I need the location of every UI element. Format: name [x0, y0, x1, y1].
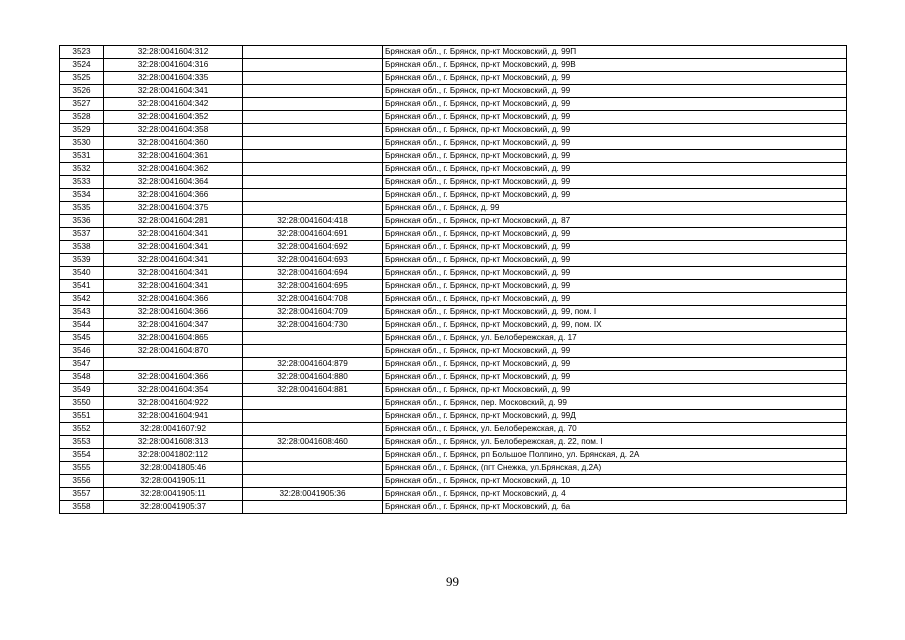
table-row: [60, 254, 847, 267]
address-cell: Брянская обл., г. Брянск, ул. Белобережская, д. 22, пом. I: [383, 436, 847, 449]
cadastral-number-cell: 32:28:0041604:341: [104, 228, 243, 241]
row-number-cell: 3552: [60, 423, 104, 436]
table-row: [60, 449, 847, 462]
related-cadastral-number-cell: 32:28:0041604:708: [243, 293, 383, 306]
related-cadastral-number-cell: [243, 202, 383, 215]
related-cadastral-number-cell: [243, 176, 383, 189]
cadastral-number-cell: 32:28:0041604:312: [104, 46, 243, 59]
address-cell: Брянская обл., г. Брянск, пр-кт Московский, д. 99: [383, 345, 847, 358]
row-number-cell: 3557: [60, 488, 104, 501]
cadastral-number-cell: 32:28:0041905:37: [104, 501, 243, 514]
address-cell: Брянская обл., г. Брянск, пр-кт Московский, д. 6а: [383, 501, 847, 514]
row-number-cell: 3538: [60, 241, 104, 254]
address-cell: Брянская обл., г. Брянск, пр-кт Московский, д. 99: [383, 72, 847, 85]
address-cell: Брянская обл., г. Брянск, пр-кт Московский, д. 99П: [383, 46, 847, 59]
related-cadastral-number-cell: [243, 98, 383, 111]
table-row: [60, 475, 847, 488]
address-cell: Брянская обл., г. Брянск, пр-кт Московский, д. 99: [383, 98, 847, 111]
address-cell: Брянская обл., г. Брянск, пр-кт Московский, д. 99: [383, 358, 847, 371]
table-row: [60, 371, 847, 384]
cadastral-number-cell: 32:28:0041604:366: [104, 306, 243, 319]
row-number-cell: 3543: [60, 306, 104, 319]
related-cadastral-number-cell: [243, 150, 383, 163]
cadastral-number-cell: 32:28:0041604:366: [104, 293, 243, 306]
related-cadastral-number-cell: [243, 501, 383, 514]
row-number-cell: 3554: [60, 449, 104, 462]
table-row: [60, 332, 847, 345]
table-row: [60, 501, 847, 514]
row-number-cell: 3547: [60, 358, 104, 371]
address-cell: Брянская обл., г. Брянск, пр-кт Московский, д. 99: [383, 124, 847, 137]
address-cell: Брянская обл., г. Брянск, пр-кт Московский, д. 99: [383, 137, 847, 150]
address-cell: Брянская обл., г. Брянск, пр-кт Московский, д. 99: [383, 163, 847, 176]
related-cadastral-number-cell: 32:28:0041905:36: [243, 488, 383, 501]
table-row: [60, 345, 847, 358]
related-cadastral-number-cell: [243, 124, 383, 137]
cadastral-number-cell: 32:28:0041905:11: [104, 475, 243, 488]
related-cadastral-number-cell: [243, 46, 383, 59]
table-row: [60, 124, 847, 137]
cadastral-number-cell: 32:28:0041604:281: [104, 215, 243, 228]
cadastral-number-cell: 32:28:0041607:92: [104, 423, 243, 436]
table-row: [60, 384, 847, 397]
related-cadastral-number-cell: [243, 137, 383, 150]
address-cell: Брянская обл., г. Брянск, пр-кт Московский, д. 99: [383, 189, 847, 202]
related-cadastral-number-cell: [243, 163, 383, 176]
address-cell: Брянская обл., г. Брянск, пр-кт Московский, д. 99: [383, 293, 847, 306]
related-cadastral-number-cell: [243, 85, 383, 98]
cadastral-number-cell: 32:28:0041608:313: [104, 436, 243, 449]
cadastral-number-cell: 32:28:0041805:46: [104, 462, 243, 475]
table-row: [60, 72, 847, 85]
related-cadastral-number-cell: 32:28:0041604:418: [243, 215, 383, 228]
row-number-cell: 3526: [60, 85, 104, 98]
cadastral-number-cell: 32:28:0041604:358: [104, 124, 243, 137]
address-cell: Брянская обл., г. Брянск, пр-кт Московский, д. 99В: [383, 59, 847, 72]
table-row: [60, 189, 847, 202]
cadastral-number-cell: 32:28:0041604:360: [104, 137, 243, 150]
row-number-cell: 3531: [60, 150, 104, 163]
row-number-cell: 3542: [60, 293, 104, 306]
address-cell: Брянская обл., г. Брянск, пр-кт Московский, д. 99: [383, 280, 847, 293]
table-row: [60, 111, 847, 124]
related-cadastral-number-cell: [243, 189, 383, 202]
related-cadastral-number-cell: [243, 72, 383, 85]
table-row: [60, 436, 847, 449]
cadastral-number-cell: 32:28:0041604:341: [104, 280, 243, 293]
address-cell: Брянская обл., г. Брянск, пр-кт Московский, д. 10: [383, 475, 847, 488]
address-cell: Брянская обл., г. Брянск, ул. Белобережская, д. 70: [383, 423, 847, 436]
row-number-cell: 3536: [60, 215, 104, 228]
address-cell: Брянская обл., г. Брянск, пр-кт Московский, д. 99Д: [383, 410, 847, 423]
table-row: [60, 202, 847, 215]
row-number-cell: 3534: [60, 189, 104, 202]
related-cadastral-number-cell: [243, 332, 383, 345]
cadastral-number-cell: 32:28:0041604:341: [104, 241, 243, 254]
address-cell: Брянская обл., г. Брянск, пр-кт Московский, д. 99, пом. IX: [383, 319, 847, 332]
related-cadastral-number-cell: 32:28:0041604:730: [243, 319, 383, 332]
row-number-cell: 3528: [60, 111, 104, 124]
address-cell: Брянская обл., г. Брянск, пр-кт Московский, д. 99, пом. I: [383, 306, 847, 319]
row-number-cell: 3544: [60, 319, 104, 332]
related-cadastral-number-cell: [243, 59, 383, 72]
related-cadastral-number-cell: 32:28:0041608:460: [243, 436, 383, 449]
address-cell: Брянская обл., г. Брянск, ул. Белобережская, д. 17: [383, 332, 847, 345]
row-number-cell: 3524: [60, 59, 104, 72]
address-cell: Брянская обл., г. Брянск, пр-кт Московский, д. 99: [383, 267, 847, 280]
row-number-cell: 3539: [60, 254, 104, 267]
cadastral-number-cell: 32:28:0041604:375: [104, 202, 243, 215]
table-row: [60, 280, 847, 293]
cadastral-number-cell: 32:28:0041604:922: [104, 397, 243, 410]
related-cadastral-number-cell: [243, 475, 383, 488]
cadastral-number-cell: 32:28:0041604:342: [104, 98, 243, 111]
cadastral-number-cell: 32:28:0041604:354: [104, 384, 243, 397]
table-row: [60, 85, 847, 98]
table-row: [60, 137, 847, 150]
related-cadastral-number-cell: 32:28:0041604:879: [243, 358, 383, 371]
cadastral-number-cell: 32:28:0041802:112: [104, 449, 243, 462]
address-cell: Брянская обл., г. Брянск, пр-кт Московский, д. 99: [383, 150, 847, 163]
row-number-cell: 3545: [60, 332, 104, 345]
cadastral-number-cell: 32:28:0041604:335: [104, 72, 243, 85]
table-row: [60, 215, 847, 228]
cadastral-number-cell: 32:28:0041604:362: [104, 163, 243, 176]
address-cell: Брянская обл., г. Брянск, д. 99: [383, 202, 847, 215]
cadastral-number-cell: 32:28:0041604:341: [104, 254, 243, 267]
row-number-cell: 3556: [60, 475, 104, 488]
row-number-cell: 3525: [60, 72, 104, 85]
address-cell: Брянская обл., г. Брянск, пр-кт Московский, д. 99: [383, 371, 847, 384]
table-row: [60, 46, 847, 59]
related-cadastral-number-cell: 32:28:0041604:880: [243, 371, 383, 384]
row-number-cell: 3555: [60, 462, 104, 475]
row-number-cell: 3548: [60, 371, 104, 384]
cadastral-number-cell: 32:28:0041604:316: [104, 59, 243, 72]
cadastral-number-cell: 32:28:0041905:11: [104, 488, 243, 501]
related-cadastral-number-cell: [243, 345, 383, 358]
table-row: [60, 410, 847, 423]
cadastral-number-cell: 32:28:0041604:366: [104, 189, 243, 202]
row-number-cell: 3537: [60, 228, 104, 241]
row-number-cell: 3533: [60, 176, 104, 189]
related-cadastral-number-cell: [243, 462, 383, 475]
related-cadastral-number-cell: 32:28:0041604:694: [243, 267, 383, 280]
table-row: [60, 176, 847, 189]
address-cell: Брянская обл., г. Брянск, пр-кт Московский, д. 99: [383, 176, 847, 189]
address-cell: Брянская обл., г. Брянск, пер. Московский, д. 99: [383, 397, 847, 410]
table-row: [60, 462, 847, 475]
table-row: [60, 228, 847, 241]
page-number: 99: [446, 574, 459, 589]
table-row: [60, 267, 847, 280]
cadastral-number-cell: 32:28:0041604:865: [104, 332, 243, 345]
row-number-cell: 3527: [60, 98, 104, 111]
table-row: [60, 358, 847, 371]
cadastral-number-cell: 32:28:0041604:366: [104, 371, 243, 384]
table-row: [60, 423, 847, 436]
address-cell: Брянская обл., г. Брянск, пр-кт Московский, д. 99: [383, 111, 847, 124]
registry-table: [59, 45, 847, 514]
address-cell: Брянская обл., г. Брянск, пр-кт Московский, д. 99: [383, 85, 847, 98]
cadastral-number-cell: [104, 358, 243, 371]
related-cadastral-number-cell: 32:28:0041604:695: [243, 280, 383, 293]
address-cell: Брянская обл., г. Брянск, пр-кт Московский, д. 99: [383, 228, 847, 241]
table-row: [60, 59, 847, 72]
cadastral-number-cell: 32:28:0041604:364: [104, 176, 243, 189]
address-cell: Брянская обл., г. Брянск, пр-кт Московский, д. 4: [383, 488, 847, 501]
related-cadastral-number-cell: 32:28:0041604:692: [243, 241, 383, 254]
registry-table-body: [60, 46, 847, 514]
registry-sheet: [59, 45, 846, 514]
cadastral-number-cell: 32:28:0041604:341: [104, 85, 243, 98]
row-number-cell: 3553: [60, 436, 104, 449]
related-cadastral-number-cell: [243, 423, 383, 436]
address-cell: Брянская обл., г. Брянск, пр-кт Московский, д. 99: [383, 241, 847, 254]
row-number-cell: 3523: [60, 46, 104, 59]
related-cadastral-number-cell: [243, 449, 383, 462]
cadastral-number-cell: 32:28:0041604:941: [104, 410, 243, 423]
cadastral-number-cell: 32:28:0041604:361: [104, 150, 243, 163]
related-cadastral-number-cell: [243, 111, 383, 124]
address-cell: Брянская обл., г. Брянск, рп Большое Полпино, ул. Брянская, д. 2А: [383, 449, 847, 462]
cadastral-number-cell: 32:28:0041604:870: [104, 345, 243, 358]
address-cell: Брянская обл., г. Брянск, пр-кт Московский, д. 99: [383, 254, 847, 267]
table-row: [60, 306, 847, 319]
row-number-cell: 3551: [60, 410, 104, 423]
table-row: [60, 150, 847, 163]
related-cadastral-number-cell: 32:28:0041604:693: [243, 254, 383, 267]
related-cadastral-number-cell: [243, 397, 383, 410]
row-number-cell: 3540: [60, 267, 104, 280]
table-row: [60, 163, 847, 176]
cadastral-number-cell: 32:28:0041604:347: [104, 319, 243, 332]
address-cell: Брянская обл., г. Брянск, пр-кт Московский, д. 87: [383, 215, 847, 228]
related-cadastral-number-cell: 32:28:0041604:691: [243, 228, 383, 241]
related-cadastral-number-cell: [243, 410, 383, 423]
related-cadastral-number-cell: 32:28:0041604:709: [243, 306, 383, 319]
table-row: [60, 241, 847, 254]
table-row: [60, 293, 847, 306]
related-cadastral-number-cell: 32:28:0041604:881: [243, 384, 383, 397]
cadastral-number-cell: 32:28:0041604:341: [104, 267, 243, 280]
row-number-cell: 3558: [60, 501, 104, 514]
row-number-cell: 3550: [60, 397, 104, 410]
row-number-cell: 3549: [60, 384, 104, 397]
row-number-cell: 3546: [60, 345, 104, 358]
cadastral-number-cell: 32:28:0041604:352: [104, 111, 243, 124]
address-cell: Брянская обл., г. Брянск, пр-кт Московский, д. 99: [383, 384, 847, 397]
table-row: [60, 397, 847, 410]
row-number-cell: 3529: [60, 124, 104, 137]
row-number-cell: 3541: [60, 280, 104, 293]
row-number-cell: 3532: [60, 163, 104, 176]
row-number-cell: 3535: [60, 202, 104, 215]
table-row: [60, 488, 847, 501]
row-number-cell: 3530: [60, 137, 104, 150]
table-row: [60, 98, 847, 111]
table-row: [60, 319, 847, 332]
address-cell: Брянская обл., г. Брянск, (пгт Снежка, ул.Брянская, д.2А): [383, 462, 847, 475]
